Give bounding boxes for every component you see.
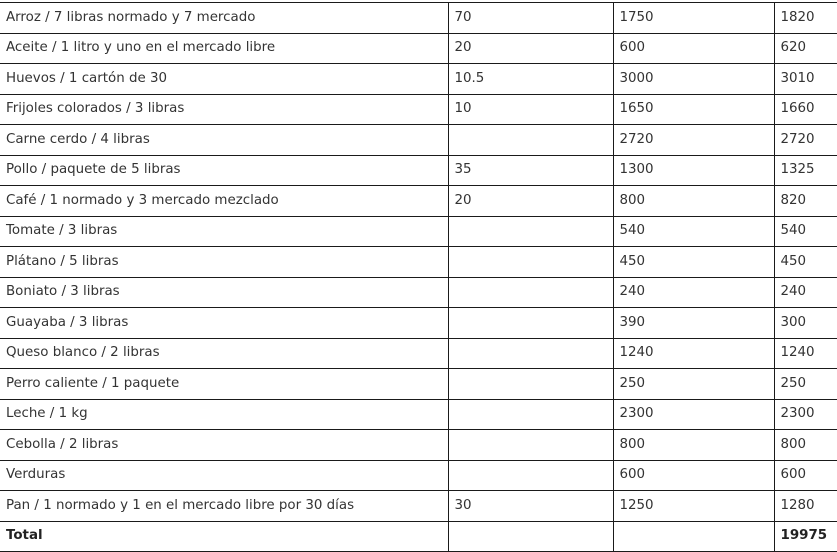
mercado-cell: 600 <box>613 460 774 491</box>
normado-cell <box>448 460 613 491</box>
mercado-cell: 1300 <box>613 155 774 186</box>
table-row <box>0 33 837 64</box>
mercado-cell: 2720 <box>613 125 774 156</box>
price-table <box>0 2 837 552</box>
normado-cell <box>448 216 613 247</box>
mercado-cell: 240 <box>613 277 774 308</box>
item-cell: Verduras <box>0 460 448 491</box>
item-cell: Boniato / 3 libras <box>0 277 448 308</box>
mercado-cell: 800 <box>613 430 774 461</box>
normado-cell <box>448 308 613 339</box>
table-row <box>0 247 837 278</box>
normado-cell <box>448 125 613 156</box>
item-cell: Pollo / paquete de 5 libras <box>0 155 448 186</box>
item-cell: Guayaba / 3 libras <box>0 308 448 339</box>
normado-cell <box>448 399 613 430</box>
mercado-cell: 1250 <box>613 491 774 522</box>
normado-cell <box>448 247 613 278</box>
normado-cell: 10.5 <box>448 64 613 95</box>
total-normado-cell <box>448 521 613 552</box>
total-label: Total <box>0 521 448 552</box>
row-total-cell: 2720 <box>774 125 837 156</box>
table-body <box>0 3 837 552</box>
total-row <box>0 521 837 552</box>
row-total-cell: 1240 <box>774 338 837 369</box>
row-total-cell: 820 <box>774 186 837 217</box>
table-row <box>0 308 837 339</box>
normado-cell <box>448 338 613 369</box>
normado-cell: 30 <box>448 491 613 522</box>
item-cell: Plátano / 5 libras <box>0 247 448 278</box>
total-mercado-cell <box>613 521 774 552</box>
row-total-cell: 540 <box>774 216 837 247</box>
row-total-cell: 1820 <box>774 3 837 34</box>
mercado-cell: 600 <box>613 33 774 64</box>
row-total-cell: 620 <box>774 33 837 64</box>
row-total-cell: 800 <box>774 430 837 461</box>
mercado-cell: 1750 <box>613 3 774 34</box>
table-row <box>0 155 837 186</box>
item-cell: Café / 1 normado y 3 mercado mezclado <box>0 186 448 217</box>
normado-cell <box>448 277 613 308</box>
normado-cell: 10 <box>448 94 613 125</box>
item-cell: Queso blanco / 2 libras <box>0 338 448 369</box>
row-total-cell: 240 <box>774 277 837 308</box>
normado-cell <box>448 430 613 461</box>
item-cell: Aceite / 1 litro y uno en el mercado libre <box>0 33 448 64</box>
item-cell: Cebolla / 2 libras <box>0 430 448 461</box>
item-cell: Tomate / 3 libras <box>0 216 448 247</box>
table-row <box>0 64 837 95</box>
table-row <box>0 125 837 156</box>
table-row <box>0 460 837 491</box>
item-cell: Frijoles colorados / 3 libras <box>0 94 448 125</box>
table-row <box>0 399 837 430</box>
mercado-cell: 2300 <box>613 399 774 430</box>
mercado-cell: 1240 <box>613 338 774 369</box>
row-total-cell: 1325 <box>774 155 837 186</box>
total-value: 19975 <box>774 521 837 552</box>
mercado-cell: 540 <box>613 216 774 247</box>
item-cell: Arroz / 7 libras normado y 7 mercado <box>0 3 448 34</box>
normado-cell: 20 <box>448 33 613 64</box>
normado-cell: 20 <box>448 186 613 217</box>
table-row <box>0 369 837 400</box>
table-row <box>0 338 837 369</box>
normado-cell: 35 <box>448 155 613 186</box>
table-row <box>0 94 837 125</box>
table-row <box>0 430 837 461</box>
row-total-cell: 3010 <box>774 64 837 95</box>
table-row <box>0 216 837 247</box>
mercado-cell: 450 <box>613 247 774 278</box>
row-total-cell: 450 <box>774 247 837 278</box>
row-total-cell: 300 <box>774 308 837 339</box>
table-row <box>0 277 837 308</box>
mercado-cell: 1650 <box>613 94 774 125</box>
table-row <box>0 491 837 522</box>
row-total-cell: 250 <box>774 369 837 400</box>
normado-cell: 70 <box>448 3 613 34</box>
item-cell: Perro caliente / 1 paquete <box>0 369 448 400</box>
row-total-cell: 1660 <box>774 94 837 125</box>
row-total-cell: 600 <box>774 460 837 491</box>
mercado-cell: 800 <box>613 186 774 217</box>
item-cell: Carne cerdo / 4 libras <box>0 125 448 156</box>
mercado-cell: 390 <box>613 308 774 339</box>
item-cell: Leche / 1 kg <box>0 399 448 430</box>
item-cell: Huevos / 1 cartón de 30 <box>0 64 448 95</box>
item-cell: Pan / 1 normado y 1 en el mercado libre por 30 días <box>0 491 448 522</box>
row-total-cell: 2300 <box>774 399 837 430</box>
row-total-cell: 1280 <box>774 491 837 522</box>
table-row <box>0 186 837 217</box>
mercado-cell: 250 <box>613 369 774 400</box>
table-row <box>0 3 837 34</box>
normado-cell <box>448 369 613 400</box>
mercado-cell: 3000 <box>613 64 774 95</box>
